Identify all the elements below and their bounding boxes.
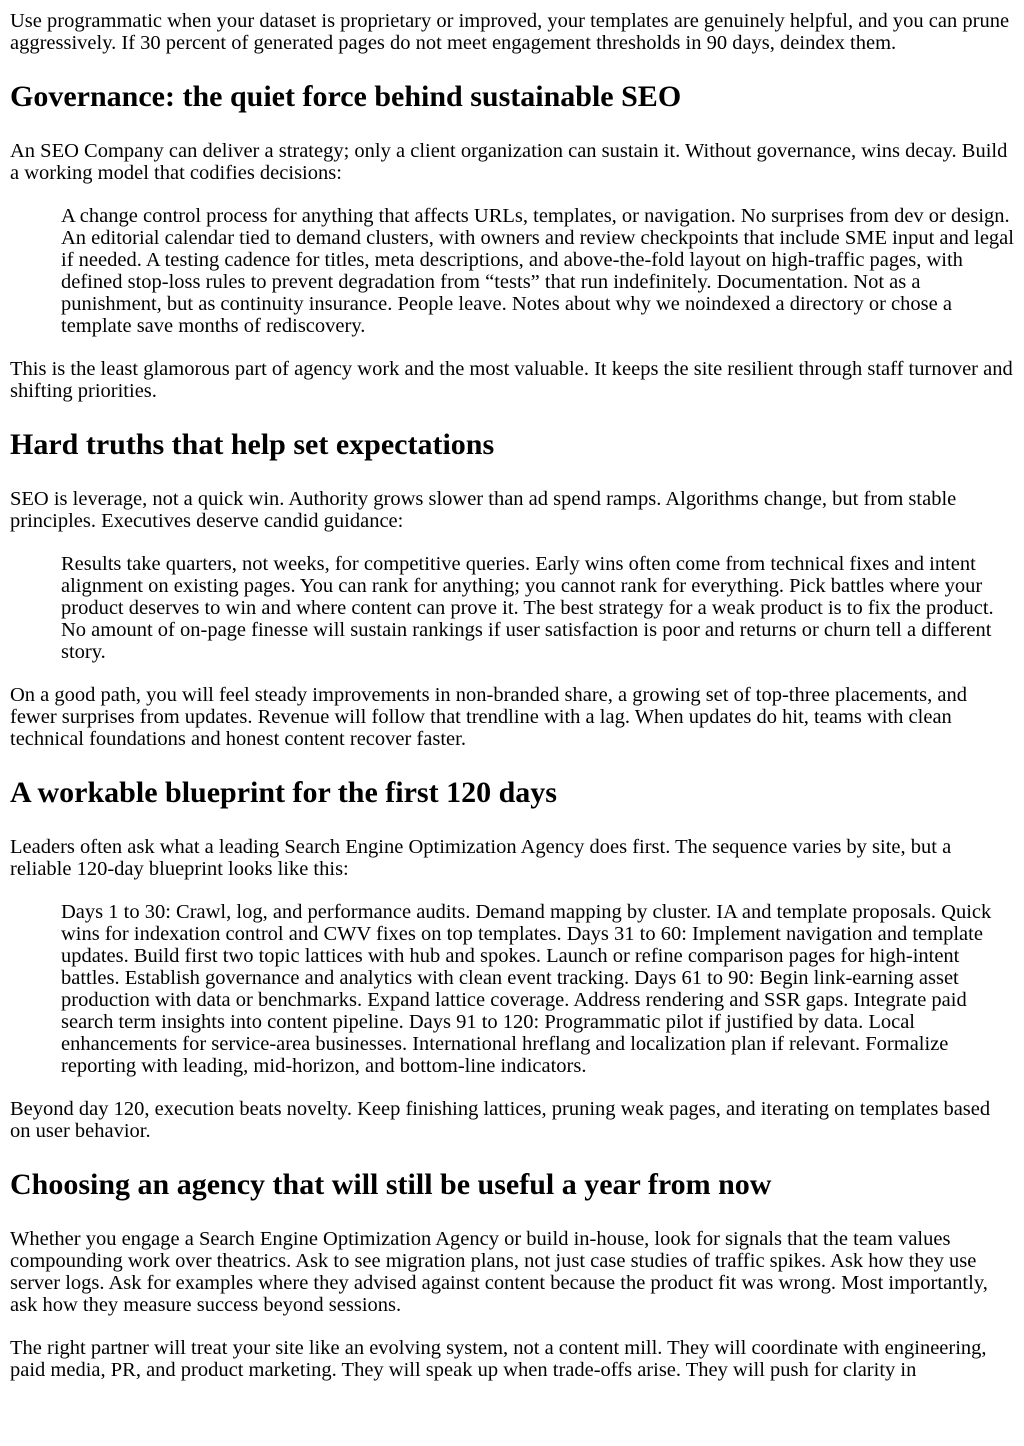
paragraph: This is the least glamorous part of agency work and the most valuable. It keeps the site resilient through staff turnover and shifting priorities.: [10, 358, 1013, 402]
section-heading: A workable blueprint for the first 120 days: [10, 776, 557, 809]
paragraph: Beyond day 120, execution beats novelty. Keep finishing lattices, pruning weak pages, and iterating on templates based on user behavior.: [10, 1098, 991, 1142]
indented-block: Results take quarters, not weeks, for competitive queries. Early wins often come from technical fixes and intent alignment on existing pages. You can rank for anything; you cannot rank for everything. Pick battles where your product deserves to win and where content can prove it. The best strategy for a weak product is to fix the product. No amount of on-page finesse will sustain rankings if user satisfaction is poor and returns or churn tell a different story.: [61, 553, 994, 663]
paragraph: Whether you engage a Search Engine Optimization Agency or build in-house, look for signals that the team values compounding work over theatrics. Ask to see migration plans, not just case studies of traffic spikes. Ask how they use server logs. Ask for examples where they advised against content because the product fit was wrong. Most importantly, ask how they measure success beyond sessions.: [10, 1228, 988, 1316]
section-heading: Choosing an agency that will still be useful a year from now: [10, 1168, 772, 1201]
section-heading: Governance: the quiet force behind sustainable SEO: [10, 80, 682, 113]
indented-block: A change control process for anything that affects URLs, templates, or navigation. No surprises from dev or design. An editorial calendar tied to demand clusters, with owners and review checkpoints that include SME input and legal if needed. A testing cadence for titles, meta descriptions, and above-the-fold layout on high-traffic pages, with defined stop-loss rules to prevent degradation from “tests” that run indefinitely. Documentation. Not as a punishment, but as continuity insurance. People leave. Notes about why we noindexed a directory or chose a template save months of rediscovery.: [61, 205, 1014, 337]
paragraph: Leaders often ask what a leading Search Engine Optimization Agency does first. The sequence varies by site, but a reliable 120-day blueprint looks like this:: [10, 836, 952, 880]
paragraph: Use programmatic when your dataset is proprietary or improved, your templates are genuinely helpful, and you can prune aggressively. If 30 percent of generated pages do not meet engagement thresholds in 90 days, deindex them.: [10, 10, 1010, 54]
paragraph: On a good path, you will feel steady improvements in non-branded share, a growing set of top-three placements, and fewer surprises from updates. Revenue will follow that trendline with a lag. When updates do hit, teams with clean technical foundations and honest content recover faster.: [10, 684, 967, 750]
section-heading: Hard truths that help set expectations: [10, 428, 495, 461]
paragraph: SEO is leverage, not a quick win. Authority grows slower than ad spend ramps. Algorithms change, but from stable principles. Executives deserve candid guidance:: [10, 488, 957, 532]
paragraph: An SEO Company can deliver a strategy; only a client organization can sustain it. Without governance, wins decay. Build a working model that codifies decisions:: [10, 140, 1008, 184]
indented-block: Days 1 to 30: Crawl, log, and performance audits. Demand mapping by cluster. IA and template proposals. Quick wins for indexation control and CWV fixes on top templates. Days 31 to 60: Implement navigation and template updates. Build first two topic lattices with hub and spokes. Launch or refine comparison pages for high-intent battles. Establish governance and analytics with clean event tracking. Days 61 to 90: Begin link-earning asset production with data or benchmarks. Expand lattice coverage. Address rendering and SSR gaps. Integrate paid search term insights into content pipeline. Days 91 to 120: Programmatic pilot if justified by data. Local enhancements for service-area businesses. International hreflang and localization plan if relevant. Formalize reporting with leading, mid-horizon, and bottom-line indicators.: [61, 901, 992, 1077]
paragraph: The right partner will treat your site like an evolving system, not a content mill. They will coordinate with engineering, paid media, PR, and product marketing. They will speak up when trade-offs arise. They will push for clarity in: [10, 1337, 987, 1381]
